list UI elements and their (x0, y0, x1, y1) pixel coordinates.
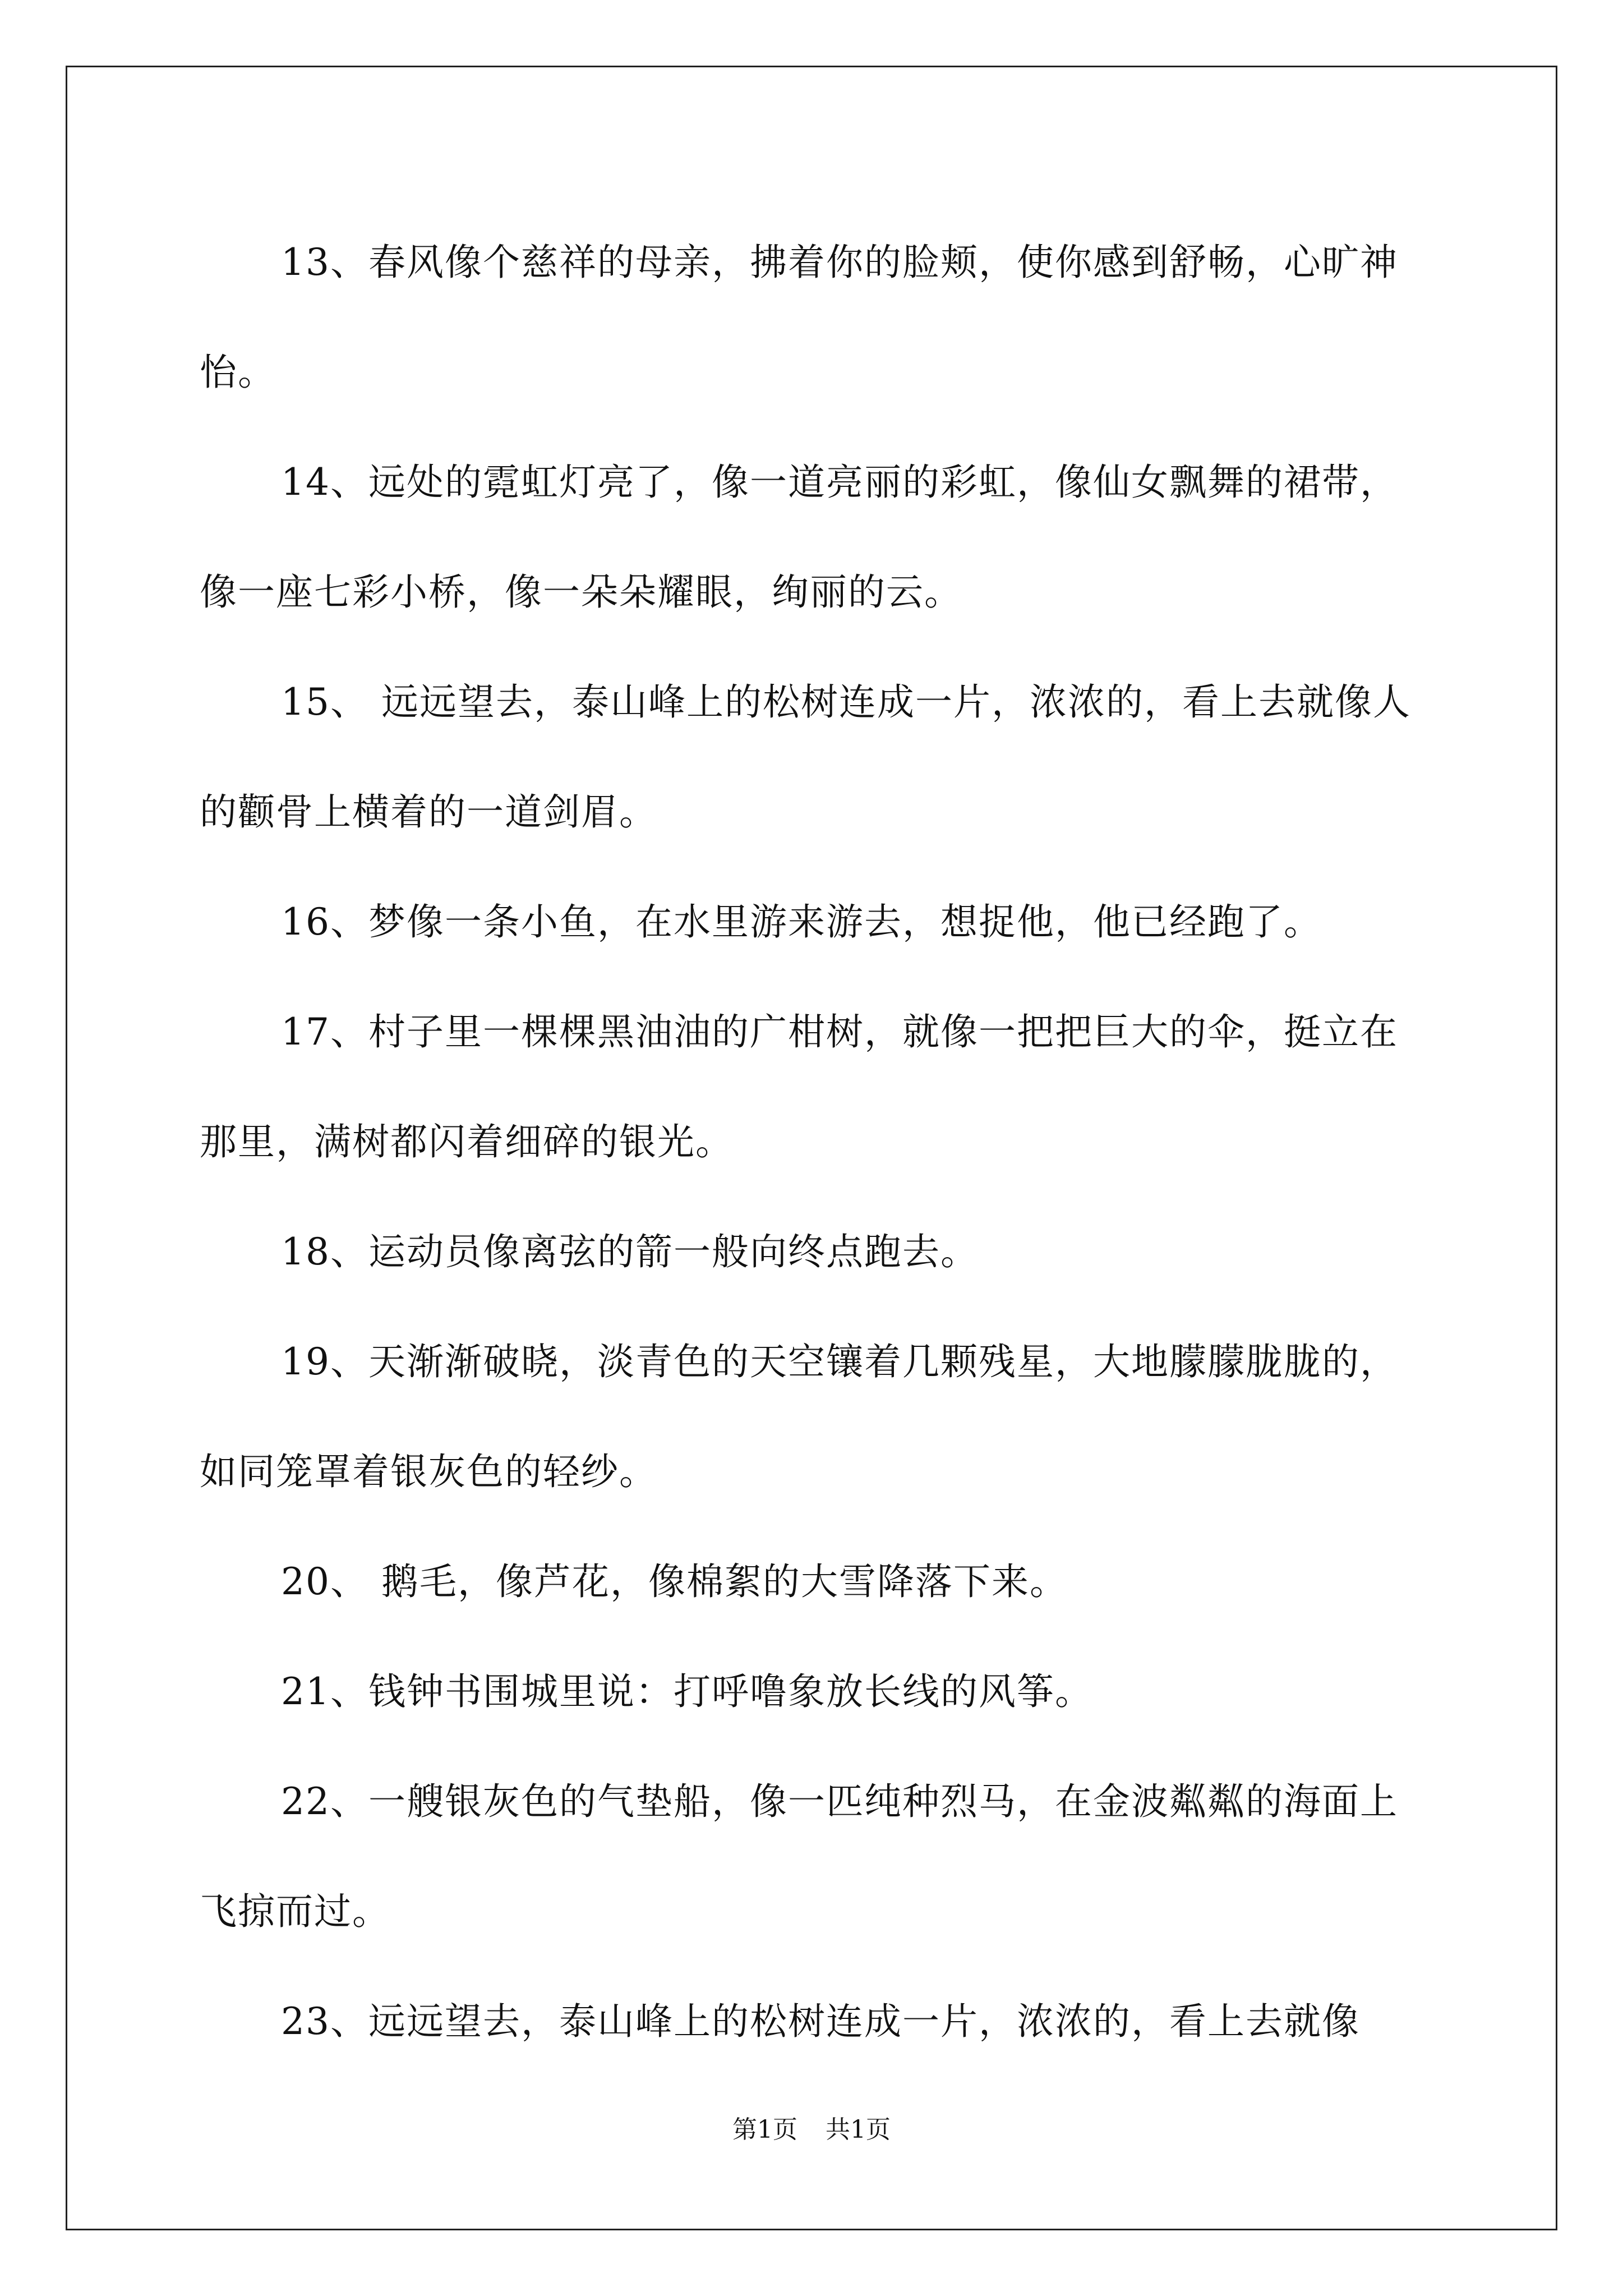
page-total: 共1页 (826, 2115, 891, 2144)
paragraph-15: 15、 远远望去，泰山峰上的松树连成一片，浓浓的，看上去就像人的颧骨上横着的一道剑眉。 (200, 680, 1411, 834)
page-number: 第1页 (732, 2115, 797, 2144)
paragraph-21: 21、钱钟书围城里说：打呼噜象放长线的风筝。 (281, 1670, 1093, 1713)
paragraph-20: 20、 鹅毛，像芦花，像棉絮的大雪降落下来。 (281, 1560, 1068, 1603)
paragraph-19: 19、天渐渐破晓，淡青色的天空镶着几颗残星，大地朦朦胧胧的，如同笼罩着银灰色的轻纱。 (200, 1340, 1398, 1493)
paragraph-16: 16、梦像一条小鱼，在水里游来游去，想捉他，他已经跑了。 (281, 900, 1322, 944)
paragraph-22: 22、一艘银灰色的气垫船，像一匹纯种烈马，在金波粼粼的海面上飞掠而过。 (200, 1780, 1398, 1933)
paragraph-18: 18、运动员像离弦的箭一般向终点跑去。 (281, 1230, 979, 1273)
paragraph-23: 23、远远望去，泰山峰上的松树连成一片，浓浓的，看上去就像 (281, 2000, 1360, 2043)
document-body (200, 208, 1433, 2077)
paragraph-14: 14、远处的霓虹灯亮了，像一道亮丽的彩虹，像仙女飘舞的裙带，像一座七彩小桥，像一朵朵耀眼，绚丽的云。 (200, 461, 1398, 614)
page-footer (0, 2109, 1623, 2145)
paragraph-13: 13、春风像个慈祥的母亲，拂着你的脸颊，使你感到舒畅，心旷神怡。 (200, 241, 1398, 394)
paragraph-17: 17、村子里一棵棵黑油油的广柑树，就像一把把巨大的伞，挺立在那里，满树都闪着细碎的银光。 (200, 1010, 1398, 1163)
